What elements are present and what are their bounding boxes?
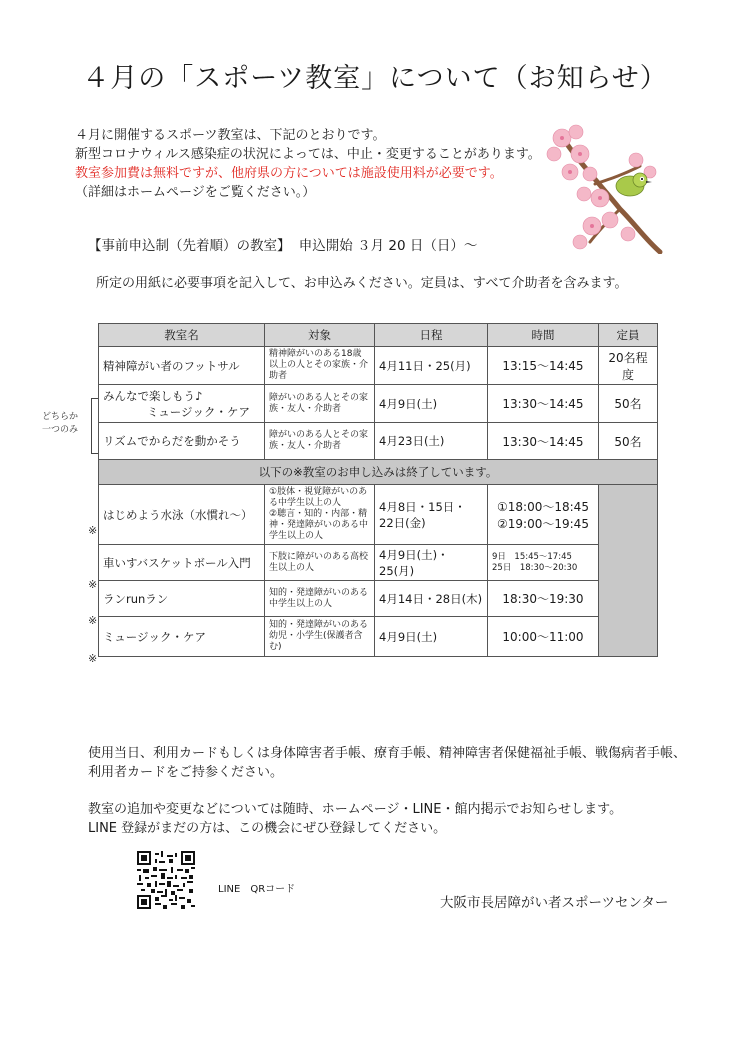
announcement-line-2: LINE 登録がまだの方は、この機会にぜひ登録してください。 <box>88 821 447 836</box>
side-note-line-1: どちらか <box>42 412 79 422</box>
qr-code-icon <box>137 851 195 909</box>
cherry-blossom-bird-illustration <box>540 124 665 254</box>
announcement-notice <box>88 800 622 838</box>
table-row <box>99 581 658 617</box>
announcement-line-1: 教室の追加や変更などについては随時、ホームページ・LINE・館内掲示でお知らせします。 <box>88 802 623 817</box>
class-target-line-2: ②聴言・知的・内部・精神・発達障がいのある中学生以上の人 <box>269 509 369 541</box>
schedule-table <box>98 323 658 657</box>
side-note-line-2: 一つのみ <box>42 425 79 435</box>
closed-banner-row <box>99 460 658 485</box>
class-name <box>99 385 265 423</box>
class-date-line-2: 22日(金) <box>379 515 426 530</box>
table-row <box>99 485 658 545</box>
class-date: 4月14日・28日(木) <box>375 581 488 617</box>
class-capacity: 50名 <box>599 385 658 423</box>
class-date <box>375 545 488 581</box>
class-target: 障がいのある人とその家族・友人・介助者 <box>265 423 375 460</box>
class-capacity: 50名 <box>599 423 658 460</box>
class-target: 知的・発達障がいのある幼児・小学生(保護者含む) <box>265 617 375 657</box>
class-name: はじめよう水泳（水慣れ～） <box>99 485 265 545</box>
closed-mark: ※ <box>88 614 98 627</box>
usage-notice <box>88 744 686 782</box>
table-row <box>99 617 658 657</box>
section-heading <box>88 234 477 254</box>
intro-line-1: ４月に開催するスポーツ教室は、下記のとおりです。 <box>75 128 386 143</box>
page-title: ４月の「スポーツ教室」について（お知らせ） <box>82 63 668 94</box>
class-target-line-1: ①肢体・視覚障がいのある中学生以上の人 <box>269 487 368 508</box>
class-date-line-1: 4月9日(土)・ <box>379 547 449 562</box>
capacity-closed-cell <box>599 485 658 657</box>
class-date <box>375 485 488 545</box>
class-name-line-2: ミュージック・ケア <box>147 404 251 419</box>
class-date: 4月11日・25(月) <box>375 347 488 385</box>
intro-line-2: 新型コロナウィルス感染症の状況によっては、中止・変更することがあります。 <box>75 147 541 162</box>
class-name-line-1: みんなで楽しもう♪ <box>103 388 203 403</box>
usage-notice-line-1: 使用当日、利用カードもしくは身体障害者手帳、療育手帳、精神障害者保健福祉手帳、戦傷病者手帳、 <box>88 746 687 761</box>
class-name: ランrunラン <box>99 581 265 617</box>
closed-mark: ※ <box>88 524 98 537</box>
header-class-name: 教室名 <box>99 324 265 347</box>
intro-line-fee-notice: 教室参加費は無料ですが、他府県の方については施設使用料が必要です。 <box>75 166 503 181</box>
class-date: 4月23日(土) <box>375 423 488 460</box>
class-time <box>488 485 599 545</box>
class-time-line-2: ②19:00～19:45 <box>497 516 589 531</box>
organization-name: 大阪市長居障がい者スポーツセンター <box>440 895 669 911</box>
class-name: 精神障がい者のフットサル <box>99 347 265 385</box>
class-date-line-2: 25(月) <box>379 563 415 578</box>
class-time: 18:30～19:30 <box>488 581 599 617</box>
section-description: 所定の用紙に必要事項を記入して、お申込みください。定員は、すべて介助者を含みます。 <box>96 276 628 291</box>
table-row <box>99 423 658 460</box>
class-name: リズムでからだを動かそう <box>99 423 265 460</box>
class-capacity: 20名程度 <box>599 347 658 385</box>
class-target: 知的・発達障がいのある中学生以上の人 <box>265 581 375 617</box>
side-note-bracket <box>91 398 98 454</box>
intro-block <box>75 126 541 202</box>
class-time <box>488 545 599 581</box>
class-target: 下肢に障がいのある高校生以上の人 <box>265 545 375 581</box>
class-date: 4月9日(土) <box>375 617 488 657</box>
class-name: ミュージック・ケア <box>99 617 265 657</box>
intro-line-4: （詳細はホームページをご覧ください。） <box>75 185 316 200</box>
table-row <box>99 347 658 385</box>
header-target: 対象 <box>265 324 375 347</box>
closed-mark: ※ <box>88 652 98 665</box>
closed-banner: 以下の※教室のお申し込みは終了しています。 <box>99 460 658 485</box>
class-target <box>265 485 375 545</box>
class-time-line-2: 25日 18:30～20:30 <box>492 562 578 573</box>
class-date: 4月9日(土) <box>375 385 488 423</box>
table-row <box>99 385 658 423</box>
header-time: 時間 <box>488 324 599 347</box>
class-time-line-1: 9日 15:45～17:45 <box>492 551 572 562</box>
table-header-row <box>99 324 658 347</box>
class-name: 車いすバスケットボール入門 <box>99 545 265 581</box>
class-time: 13:30～14:45 <box>488 423 599 460</box>
class-target: 精神障がいのある18歳以上の人とその家族・介助者 <box>265 347 375 385</box>
class-time-line-1: ①18:00～18:45 <box>497 499 589 514</box>
class-target: 障がいのある人とその家族・友人・介助者 <box>265 385 375 423</box>
usage-notice-line-2: 利用者カードをご持参ください。 <box>88 765 284 780</box>
side-note <box>42 411 78 437</box>
application-start: 申込開始 ３月 20 日（日）～ <box>298 238 478 254</box>
class-time: 10:00～11:00 <box>488 617 599 657</box>
class-time: 13:15～14:45 <box>488 347 599 385</box>
table-row <box>99 545 658 581</box>
qr-label: LINE QRコード <box>218 884 296 895</box>
class-time: 13:30～14:45 <box>488 385 599 423</box>
closed-mark: ※ <box>88 578 98 591</box>
section-title: 【事前申込制（先着順）の教室】 <box>88 238 291 254</box>
class-date-line-1: 4月8日・15日・ <box>379 499 466 514</box>
header-schedule: 日程 <box>375 324 488 347</box>
header-capacity: 定員 <box>599 324 658 347</box>
